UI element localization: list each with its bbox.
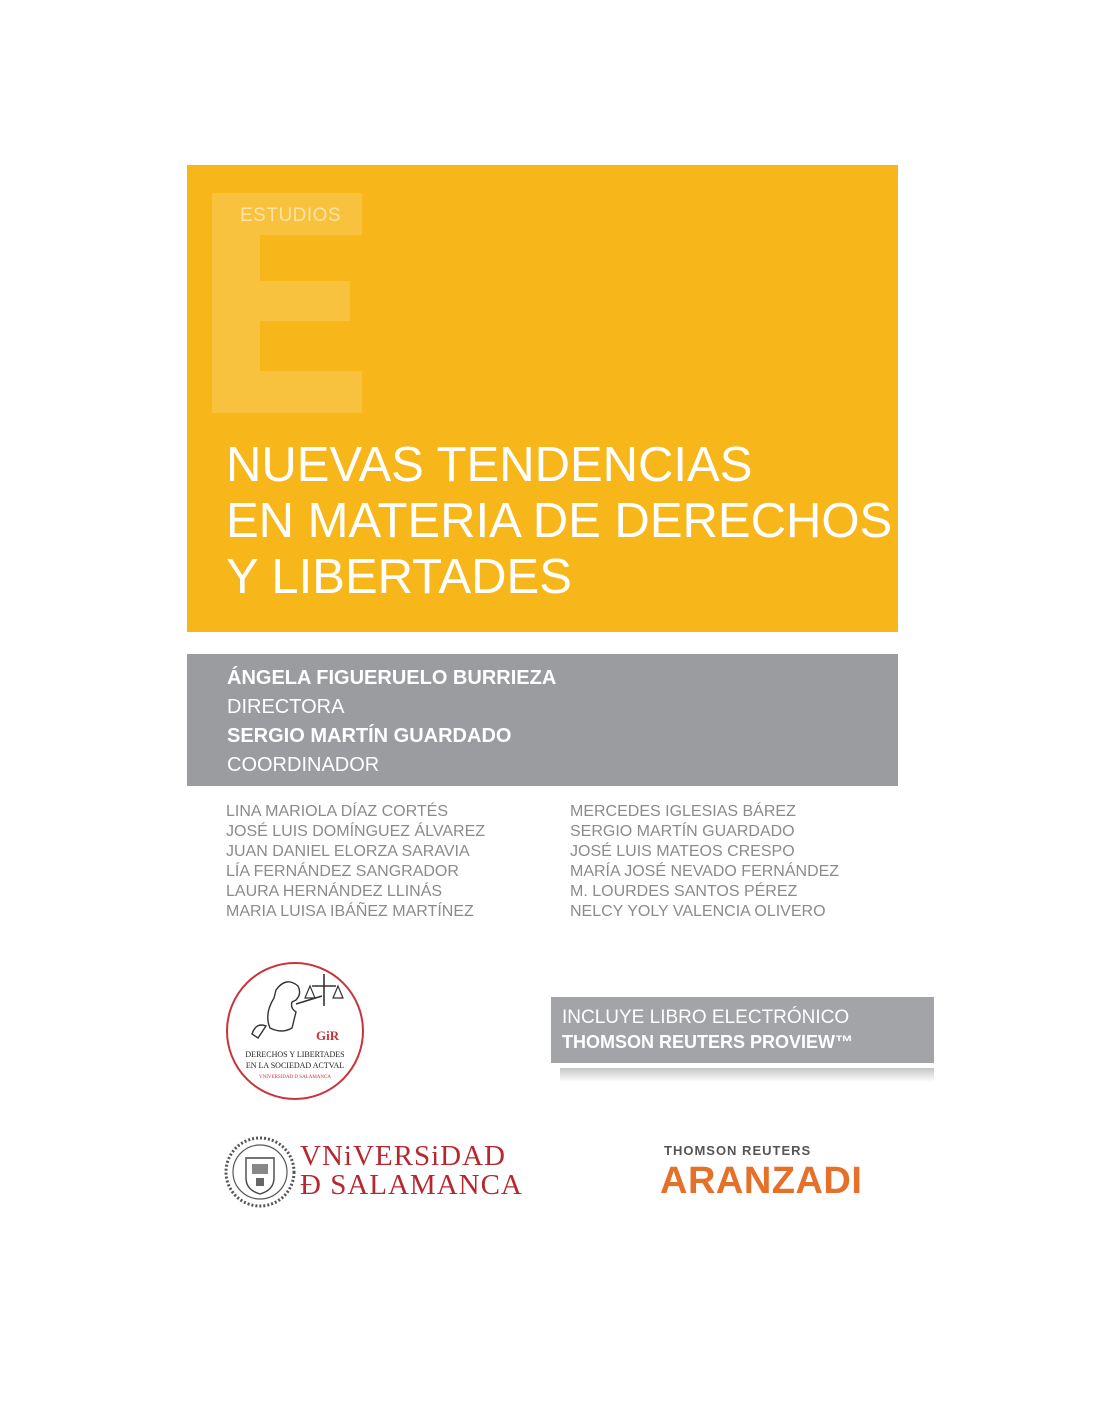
book-title <box>226 437 893 605</box>
publisher-label: THOMSON REUTERS <box>664 1143 812 1158</box>
author-name: LAURA HERNÁNDEZ LLINÁS <box>226 883 443 900</box>
author-name: MARÍA JOSÉ NEVADO FERNÁNDEZ <box>570 863 840 880</box>
editor-list <box>227 664 556 780</box>
author-name: SERGIO MARTÍN GUARDADO <box>570 823 795 840</box>
justice-scales-seal-icon <box>224 960 366 1102</box>
coordinator-role: COORDINADOR <box>227 754 380 776</box>
title-line: NUEVAS TENDENCIAS <box>226 438 753 492</box>
author-name: MARIA LUISA IBÁÑEZ MARTÍNEZ <box>226 903 474 920</box>
director-role: DIRECTORA <box>227 696 345 718</box>
title-line: Y LIBERTADES <box>226 550 572 604</box>
ebook-line-1: INCLUYE LIBRO ELECTRÓNICO <box>562 1007 850 1028</box>
author-name: MERCEDES IGLESIAS BÁREZ <box>570 803 796 820</box>
ebook-box <box>551 997 934 1063</box>
authors-column-left <box>226 802 485 922</box>
author-name: LINA MARIOLA DÍAZ CORTÉS <box>226 803 448 820</box>
authors-column-right <box>570 802 839 922</box>
seal-initials: GiR <box>316 1028 340 1043</box>
coordinator-name: SERGIO MARTÍN GUARDADO <box>227 725 512 747</box>
university-crest-icon <box>224 1136 296 1208</box>
author-name: JOSÉ LUIS DOMÍNGUEZ ÁLVAREZ <box>226 823 486 840</box>
publisher-brand: ARANZADI <box>660 1160 863 1202</box>
series-label: ESTUDIOS <box>240 205 342 226</box>
seal-line: VNIVERSIDAD D SALAMANCA <box>259 1075 331 1080</box>
director-name: ÁNGELA FIGUERUELO BURRIEZA <box>227 667 557 689</box>
author-name: LÍA FERNÁNDEZ SANGRADOR <box>226 863 459 880</box>
university-line-1: VNiVERSiDAD <box>300 1140 506 1172</box>
author-name: NELCY YOLY VALENCIA OLIVERO <box>570 903 826 920</box>
seal-line: EN LA SOCIEDAD ACTVAL <box>245 1061 345 1070</box>
seal-line: DERECHOS Y LIBERTADES <box>245 1050 345 1059</box>
title-line: EN MATERIA DE DERECHOS <box>226 494 893 548</box>
ebook-box-shadow <box>560 1068 934 1082</box>
author-name: JUAN DANIEL ELORZA SARAVIA <box>226 843 470 860</box>
ebook-line-2: THOMSON REUTERS PROVIEW™ <box>562 1032 854 1052</box>
university-line-2: Ð SALAMANCA <box>300 1169 523 1201</box>
university-wordmark <box>300 1142 523 1200</box>
author-name: JOSÉ LUIS MATEOS CRESPO <box>570 843 795 860</box>
author-name: M. LOURDES SANTOS PÉREZ <box>570 883 798 900</box>
